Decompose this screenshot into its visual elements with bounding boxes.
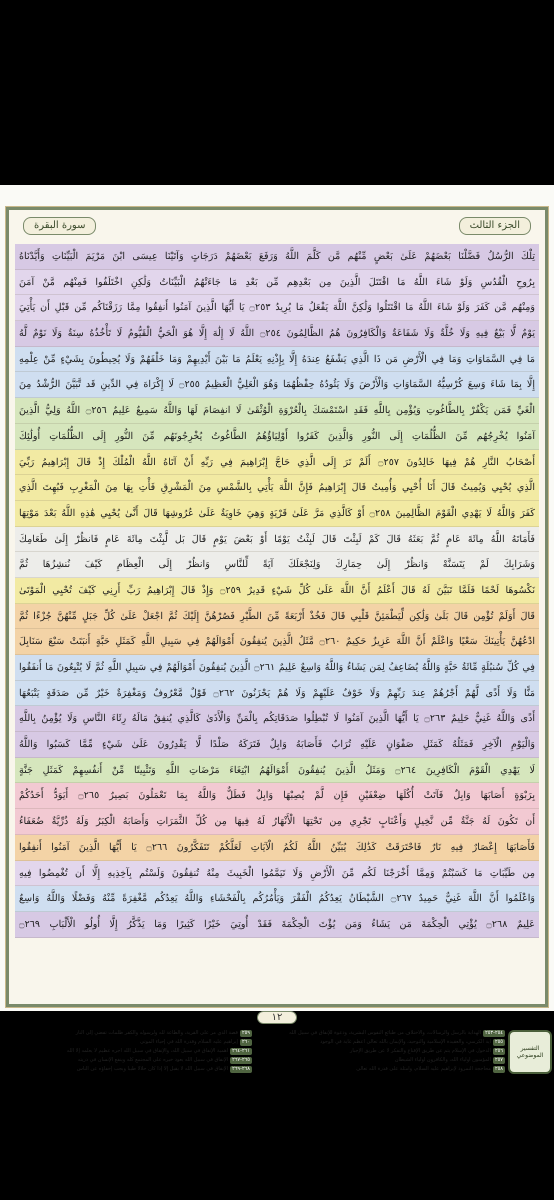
verse-range-badge: ٢٥٤-٢٥٣ (485, 1030, 503, 1036)
verse-range-badge: ٢٦٥-٢٦٧ (232, 1057, 250, 1063)
verse-range-badge: ٢٦٠ (241, 1039, 250, 1045)
footer-note (2, 1039, 252, 1046)
footer-index (2, 1030, 552, 1094)
footer-note (2, 1066, 252, 1073)
verse-line: عَلِيمٌ ۝٢٦٨ يُؤْتِي الْحِكْمَةَ مَن يَشَاءُ وَمَن يُؤْتَ الْحِكْمَةَ فَقَدْ أُوتِيَ خَيْرًا كَثِيرًا وَمَا يَذَّكَّرُ إِلَّا أُولُو الْأَلْبَابِ ۝٢٦٩ (15, 912, 539, 938)
page-header (9, 210, 545, 242)
footer-note (2, 1030, 252, 1037)
verse-range-badge: ٢٥٧ (494, 1057, 503, 1063)
verse-range-badge: ٢٦١-٢٦٤ (232, 1048, 250, 1054)
verse-line: مَا فِي السَّمَاوَاتِ وَمَا فِي الْأَرْضِ مَن ذَا الَّذِي يَشْفَعُ عِندَهُ إِلَّا بِإِذْنِهِ يَعْلَمُ مَا بَيْنَ أَيْدِيهِمْ وَمَا خَلْفَهُمْ وَلَا يُحِيطُونَ بِشَيْءٍ مِّنْ عِلْمِهِ (15, 347, 539, 373)
verse-line: وَمِنْهُم مَّن كَفَرَ وَلَوْ شَاءَ اللَّهُ مَا اقْتَتَلُوا وَلَٰكِنَّ اللَّهَ يَفْعَلُ مَا يُرِيدُ ۝٢٥٣ يَا أَيُّهَا الَّذِينَ آمَنُوا أَنفِقُوا مِمَّا رَزَقْنَاكُم مِّن قَبْلِ أَن يَأْتِيَ (15, 295, 539, 321)
footer-note-text: إبراهيم عليه السلام وقدرة الله في إحياء الموتى (140, 1039, 238, 1045)
verses-body (15, 244, 539, 938)
footer-col-2 (2, 1030, 252, 1094)
verse-line: مِن طَيِّبَاتِ مَا كَسَبْتُمْ وَمِمَّا أَخْرَجْنَا لَكُم مِّنَ الْأَرْضِ وَلَا تَيَمَّمُوا الْخَبِيثَ مِنْهُ تُنفِقُونَ وَلَسْتُم بِآخِذِيهِ إِلَّا أَن تُغْمِضُوا فِيهِ (15, 861, 539, 887)
verse-line: الَّذِي يُحْيِي وَيُمِيتُ قَالَ أَنَا أُحْيِي وَأُمِيتُ قَالَ إِبْرَاهِيمُ فَإِنَّ اللَّهَ يَأْتِي بِالشَّمْسِ مِنَ الْمَشْرِقِ فَأْتِ بِهَا مِنَ الْمَغْرِبِ فَبُهِتَ الَّذِي (15, 475, 539, 501)
verse-line: يَوْمٌ لَّا بَيْعٌ فِيهِ وَلَا خُلَّةٌ وَلَا شَفَاعَةٌ وَالْكَافِرُونَ هُمُ الظَّالِمُونَ ۝٢٥٤ اللَّهُ لَا إِلَٰهَ إِلَّا هُوَ الْحَيُّ الْقَيُّومُ لَا تَأْخُذُهُ سِنَةٌ وَلَا نَوْمٌ لَّهُ (15, 321, 539, 347)
verse-line: وَالْيَوْمِ الْآخِرِ فَمَثَلُهُ كَمَثَلِ صَفْوَانٍ عَلَيْهِ تُرَابٌ فَأَصَابَهُ وَابِلٌ فَتَرَكَهُ صَلْدًا لَّا يَقْدِرُونَ عَلَىٰ شَيْءٍ مِّمَّا كَسَبُوا وَاللَّهُ (15, 732, 539, 758)
verse-range-badge: ٢٥٦ (494, 1048, 503, 1054)
footer-note-text: الدخول في الإسلام يتم عن طريق الإقناع والتفكر لا عن طريق الإجبار (349, 1048, 491, 1054)
verse-line: قَالَ أَوَلَمْ تُؤْمِن قَالَ بَلَىٰ وَلَٰكِن لِّيَطْمَئِنَّ قَلْبِي قَالَ فَخُذْ أَرْبَعَةً مِّنَ الطَّيْرِ فَصُرْهُنَّ إِلَيْكَ ثُمَّ اجْعَلْ عَلَىٰ كُلِّ جَبَلٍ مِّنْهُنَّ جُزْءًا ثُمَّ (15, 604, 539, 630)
verse-line: أَذًى وَاللَّهُ غَنِيٌّ حَلِيمٌ ۝٢٦٣ يَا أَيُّهَا الَّذِينَ آمَنُوا لَا تُبْطِلُوا صَدَقَاتِكُم بِالْمَنِّ وَالْأَذَىٰ كَالَّذِي يُنفِقُ مَالَهُ رِئَاءَ النَّاسِ وَلَا يُؤْمِنُ بِاللَّهِ (15, 706, 539, 732)
verse-line: بِرُوحِ الْقُدُسِ وَلَوْ شَاءَ اللَّهُ مَا اقْتَتَلَ الَّذِينَ مِن بَعْدِهِم مِّن بَعْدِ مَا جَاءَتْهُمُ الْبَيِّنَاتُ وَلَٰكِنِ اخْتَلَفُوا فَمِنْهُم مَّنْ آمَنَ (15, 270, 539, 296)
verse-line: فَأَمَاتَهُ اللَّهُ مِائَةَ عَامٍ ثُمَّ بَعَثَهُ قَالَ كَمْ لَبِثْتَ قَالَ لَبِثْتُ يَوْمًا أَوْ بَعْضَ يَوْمٍ قَالَ بَل لَّبِثْتَ مِائَةَ عَامٍ فَانظُرْ إِلَىٰ طَعَامِكَ (15, 527, 539, 553)
verse-line: فِي كُلِّ سُنبُلَةٍ مِّائَةُ حَبَّةٍ وَاللَّهُ يُضَاعِفُ لِمَن يَشَاءُ وَاللَّهُ وَاسِعٌ عَلِيمٌ ۝٢٦١ الَّذِينَ يُنفِقُونَ أَمْوَالَهُمْ فِي سَبِيلِ اللَّهِ ثُمَّ لَا يُتْبِعُونَ مَا أَنفَقُوا (15, 655, 539, 681)
verse-line: لَا يَهْدِي الْقَوْمَ الْكَافِرِينَ ۝٢٦٤ وَمَثَلُ الَّذِينَ يُنفِقُونَ أَمْوَالَهُمُ ابْتِغَاءَ مَرْضَاتِ اللَّهِ وَتَثْبِيتًا مِّنْ أَنفُسِهِمْ كَمَثَلِ جَنَّةٍ (15, 758, 539, 784)
page-number (0, 1011, 554, 1024)
footer-col-1 (255, 1030, 505, 1094)
footer-note-text: أهمية الإنفاق في سبيل الله، والإنفاق في سبيل الله أجره عظيم لا يعلمه إلا الله (66, 1048, 229, 1054)
footer-note-text: آية الكرسي، والعقيدة الإسلامية والتوحيد، والإيمان بالله تعالى أعظم غاية في الوجود (320, 1039, 491, 1045)
footer-note-text: الإنفاق في سبيل الله لا يقبل إلا إذا كان حلالا طيبا ويجب إخفاؤه عن الناس (76, 1066, 229, 1072)
verse-line: إِلَّا بِمَا شَاءَ وَسِعَ كُرْسِيُّهُ السَّمَاوَاتِ وَالْأَرْضَ وَلَا يَئُودُهُ حِفْظُهُمَا وَهُوَ الْعَلِيُّ الْعَظِيمُ ۝٢٥٥ لَا إِكْرَاهَ فِي الدِّينِ قَد تَّبَيَّنَ الرُّشْدُ مِنَ (15, 372, 539, 398)
verse-line: مَنًّا وَلَا أَذًى لَّهُمْ أَجْرُهُمْ عِندَ رَبِّهِمْ وَلَا خَوْفٌ عَلَيْهِمْ وَلَا هُمْ يَحْزَنُونَ ۝٢٦٢ قَوْلٌ مَّعْرُوفٌ وَمَغْفِرَةٌ خَيْرٌ مِّن صَدَقَةٍ يَتْبَعُهَا (15, 681, 539, 707)
footer-note (255, 1048, 505, 1055)
verse-line: بِرَبْوَةٍ أَصَابَهَا وَابِلٌ فَآتَتْ أُكُلَهَا ضِعْفَيْنِ فَإِن لَّمْ يُصِبْهَا وَابِلٌ فَطَلٌّ وَاللَّهُ بِمَا تَعْمَلُونَ بَصِيرٌ ۝٢٦٥ أَيَوَدُّ أَحَدُكُمْ (15, 783, 539, 809)
verse-line: وَاعْلَمُوا أَنَّ اللَّهَ غَنِيٌّ حَمِيدٌ ۝٢٦٧ الشَّيْطَانُ يَعِدُكُمُ الْفَقْرَ وَيَأْمُرُكُم بِالْفَحْشَاءِ وَاللَّهُ يَعِدُكُم مَّغْفِرَةً مِّنْهُ وَفَضْلًا وَاللَّهُ وَاسِعٌ (15, 886, 539, 912)
footer-note (2, 1048, 252, 1055)
footer-note-text: الهداية بالرسل والرسالات، والاختلاف من طبائع النفوس البشرية، ودعوة للإنفاق في سبيل الله (289, 1030, 482, 1036)
surah-title: سورة البقرة (23, 217, 96, 235)
verse-line: الْغَيِّ فَمَن يَكْفُرْ بِالطَّاغُوتِ وَيُؤْمِن بِاللَّهِ فَقَدِ اسْتَمْسَكَ بِالْعُرْوَةِ الْوُثْقَىٰ لَا انفِصَامَ لَهَا وَاللَّهُ سَمِيعٌ عَلِيمٌ ۝٢٥٦ اللَّهُ وَلِيُّ الَّذِينَ (15, 398, 539, 424)
verse-range-badge: ٢٥٨ (494, 1066, 503, 1072)
verse-range-badge: ٢٦٨-٢٦٩ (232, 1066, 250, 1072)
verse-line: كَفَرَ وَاللَّهُ لَا يَهْدِي الْقَوْمَ الظَّالِمِينَ ۝٢٥٨ أَوْ كَالَّذِي مَرَّ عَلَىٰ قَرْيَةٍ وَهِيَ خَاوِيَةٌ عَلَىٰ عُرُوشِهَا قَالَ أَنَّىٰ يُحْيِي هَٰذِهِ اللَّهُ بَعْدَ مَوْتِهَا (15, 501, 539, 527)
page-number-label: ١٢ (257, 1011, 298, 1024)
verse-line: أَن تَكُونَ لَهُ جَنَّةٌ مِّن نَّخِيلٍ وَأَعْنَابٍ تَجْرِي مِن تَحْتِهَا الْأَنْهَارُ لَهُ فِيهَا مِن كُلِّ الثَّمَرَاتِ وَأَصَابَهُ الْكِبَرُ وَلَهُ ذُرِّيَّةٌ ضُعَفَاءُ (15, 809, 539, 835)
page-frame (6, 207, 548, 1007)
verse-range-badge: ٢٥٥ (494, 1039, 503, 1045)
footer-note (255, 1030, 505, 1037)
verse-range-badge: ٢٥٩ (241, 1030, 250, 1036)
verse-line: وَشَرَابِكَ لَمْ يَتَسَنَّهْ وَانظُرْ إِلَىٰ حِمَارِكَ وَلِنَجْعَلَكَ آيَةً لِّلنَّاسِ وَانظُرْ إِلَى الْعِظَامِ كَيْفَ نُنشِزُهَا ثُمَّ (15, 552, 539, 578)
footer-note (255, 1066, 505, 1073)
footer-note-text: الإنفاق في سبيل الله يعود خيره على المجتمع كله وينفع الإنسان في ذريته (77, 1057, 229, 1063)
footer-note (2, 1057, 252, 1064)
verse-line: فَأَصَابَهَا إِعْصَارٌ فِيهِ نَارٌ فَاحْتَرَقَتْ كَذَٰلِكَ يُبَيِّنُ اللَّهُ لَكُمُ الْآيَاتِ لَعَلَّكُمْ تَتَفَكَّرُونَ ۝٢٦٦ يَا أَيُّهَا الَّذِينَ آمَنُوا أَنفِقُوا (15, 835, 539, 861)
verse-line: تِلْكَ الرُّسُلُ فَضَّلْنَا بَعْضَهُمْ عَلَىٰ بَعْضٍ مِّنْهُم مَّن كَلَّمَ اللَّهُ وَرَفَعَ بَعْضَهُمْ دَرَجَاتٍ وَآتَيْنَا عِيسَى ابْنَ مَرْيَمَ الْبَيِّنَاتِ وَأَيَّدْنَاهُ (15, 244, 539, 270)
footer-note (255, 1039, 505, 1046)
footer-note-text: محاججة النمرود لإبراهيم عليه السلام، وأمثلة على قدرة الله تعالى (356, 1066, 491, 1072)
quran-page (0, 185, 554, 1072)
tafsir-logo: التفسير الموضوعي (508, 1030, 552, 1074)
verse-line: أَصْحَابُ النَّارِ هُمْ فِيهَا خَالِدُونَ ۝٢٥٧ أَلَمْ تَرَ إِلَى الَّذِي حَاجَّ إِبْرَاهِيمَ فِي رَبِّهِ أَنْ آتَاهُ اللَّهُ الْمُلْكَ إِذْ قَالَ إِبْرَاهِيمُ رَبِّيَ (15, 450, 539, 476)
footer-note (255, 1057, 505, 1064)
footer-note-text: قصة الذي مر على القرية، والطاعة لله ولرسوله والكفر ظلمات تفضي إلى النار (75, 1030, 238, 1036)
footer-note-text: المؤمنون أولياء الله، والكافرون أولياء الشيطان (394, 1057, 491, 1063)
verse-line: آمَنُوا يُخْرِجُهُم مِّنَ الظُّلُمَاتِ إِلَى النُّورِ وَالَّذِينَ كَفَرُوا أَوْلِيَاؤُهُمُ الطَّاغُوتُ يُخْرِجُونَهُم مِّنَ النُّورِ إِلَى الظُّلُمَاتِ أُولَٰئِكَ (15, 424, 539, 450)
verse-line: ادْعُهُنَّ يَأْتِينَكَ سَعْيًا وَاعْلَمْ أَنَّ اللَّهَ عَزِيزٌ حَكِيمٌ ۝٢٦٠ مَّثَلُ الَّذِينَ يُنفِقُونَ أَمْوَالَهُمْ فِي سَبِيلِ اللَّهِ كَمَثَلِ حَبَّةٍ أَنبَتَتْ سَبْعَ سَنَابِلَ (15, 629, 539, 655)
juz-title: الجزء الثالث (459, 217, 531, 235)
verse-line: نَكْسُوهَا لَحْمًا فَلَمَّا تَبَيَّنَ لَهُ قَالَ أَعْلَمُ أَنَّ اللَّهَ عَلَىٰ كُلِّ شَيْءٍ قَدِيرٌ ۝٢٥٩ وَإِذْ قَالَ إِبْرَاهِيمُ رَبِّ أَرِنِي كَيْفَ تُحْيِي الْمَوْتَىٰ (15, 578, 539, 604)
